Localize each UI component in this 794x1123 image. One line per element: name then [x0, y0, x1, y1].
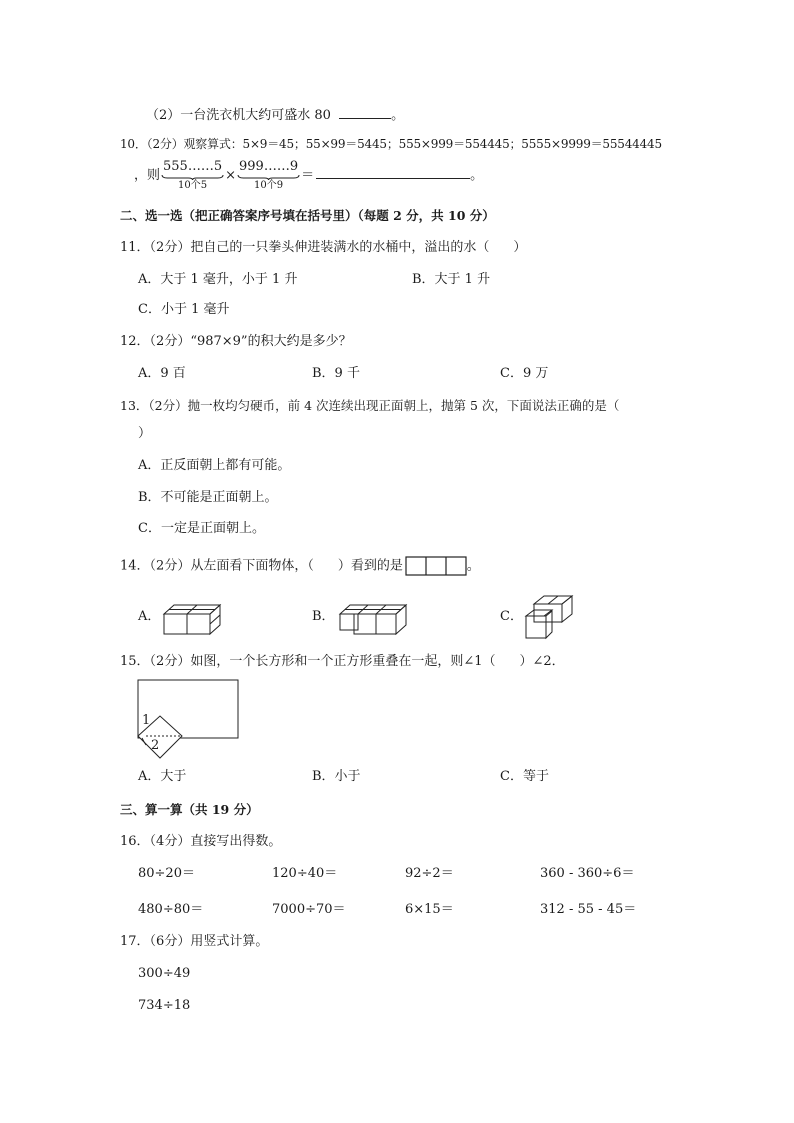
q16-item[interactable]: 7000÷70＝ [272, 902, 346, 917]
q10-factor-1 [161, 160, 224, 191]
q12-option-b[interactable]: B．9 千 [312, 366, 360, 381]
q13-close-paren[interactable]: ） [138, 426, 152, 441]
q12-question: 12．（2分）“987×9”的积大约是多少？ [120, 334, 352, 349]
angle-1-label: 1 [142, 713, 151, 728]
q14-tail: 。 [466, 558, 480, 574]
q13-option-a[interactable]: A．正反面朝上都有可能。 [138, 458, 291, 473]
q14-mid: ）看到的是 [337, 558, 403, 574]
section-2-heading: 二、选一选（把正确答案序号填在括号里）（每题 2 分，共 10 分） [120, 208, 495, 223]
equals-sign: ＝ [301, 168, 315, 183]
answer-blank[interactable] [339, 106, 391, 119]
q11-option-b[interactable]: B．大于 1 升 [412, 272, 491, 287]
q16-item[interactable]: 480÷80＝ [138, 902, 204, 917]
q14-option-c-label[interactable]: C． [500, 609, 523, 624]
cube-figure-b-icon [338, 596, 410, 636]
cube-figure-a-icon [162, 596, 224, 636]
frac1-label: 10个5 [178, 180, 208, 191]
three-squares-view-icon [405, 556, 467, 576]
q16-question: 16．（4分）直接写出得数。 [120, 834, 282, 849]
q10-lead: ，则 [134, 168, 161, 183]
q10-tail: 。 [470, 168, 484, 183]
q17-item[interactable]: 300÷49 [138, 966, 191, 981]
q17-item[interactable]: 734÷18 [138, 998, 191, 1013]
q15-option-c[interactable]: C．等于 [500, 769, 549, 784]
q12-option-c[interactable]: C．9 万 [500, 366, 549, 381]
q17-question: 17．（6分）用竖式计算。 [120, 934, 269, 949]
angle-2-label: 2 [151, 738, 160, 753]
q16-item[interactable]: 312 - 55 - 45＝ [540, 902, 637, 917]
q15-option-a[interactable]: A．大于 [138, 769, 187, 784]
q11-text: 11．（2分）把自己的一只拳头伸进装满水的水桶中，溢出的水（ [120, 240, 490, 255]
q15-question [120, 654, 565, 670]
q16-item[interactable]: 360 - 360÷6＝ [540, 866, 635, 881]
q16-item[interactable]: 80÷20＝ [138, 866, 195, 881]
q13-option-c[interactable]: C．一定是正面朝上。 [138, 521, 265, 536]
q9-part2-tail: 。 [391, 108, 405, 123]
q16-item[interactable]: 6×15＝ [405, 902, 454, 917]
answer-blank[interactable] [316, 166, 470, 179]
q13-option-b[interactable]: B．不可能是正面朝上。 [138, 490, 278, 505]
brace-icon [237, 174, 300, 180]
q14-text: 14．（2分）从左面看下面物体，（ [120, 558, 314, 574]
q14-question [120, 556, 480, 577]
q10-expression [134, 158, 483, 194]
q14-option-a-label[interactable]: A． [138, 609, 161, 624]
q13-question: 13．（2分）抛一枚均匀硬币，前 4 次连续出现正面朝上，抛第 5 次，下面说法正确的是（ [120, 398, 620, 413]
q15-mid: ）∠2． [519, 654, 565, 669]
frac2-number: 999……9 [239, 159, 299, 174]
cube-figure-c-icon [524, 594, 576, 640]
q14-option-b-label[interactable]: B． [312, 609, 335, 624]
q11-option-c[interactable]: C．小于 1 毫升 [138, 302, 230, 317]
frac1-number: 555……5 [163, 159, 223, 174]
q15-option-b[interactable]: B．小于 [312, 769, 361, 784]
q12-option-a[interactable]: A．9 百 [138, 366, 186, 381]
q15-text: 15．（2分）如图，一个长方形和一个正方形重叠在一起，则∠1（ [120, 654, 496, 669]
q11-option-a[interactable]: A．大于 1 毫升，小于 1 升 [138, 272, 298, 287]
times-sign: × [225, 168, 237, 183]
q16-item[interactable]: 92÷2＝ [405, 866, 454, 881]
rectangle-square-figure [134, 678, 244, 764]
q16-item[interactable]: 120÷40＝ [272, 866, 338, 881]
q10-question: 10．（2分）观察算式：5×9＝45；55×99＝5445；555×999＝554445；5555×9999＝55544445 [120, 137, 662, 151]
q10-factor-2 [237, 160, 300, 191]
brace-icon [161, 174, 224, 180]
close-paren: ） [513, 240, 527, 255]
q11-question [120, 240, 526, 256]
q9-part2 [146, 106, 404, 124]
q9-part2-text: （2）一台洗衣机大约可盛水 80 [146, 108, 331, 123]
frac2-label: 10个9 [254, 180, 284, 191]
section-3-heading: 三、算一算（共 19 分） [120, 802, 259, 817]
